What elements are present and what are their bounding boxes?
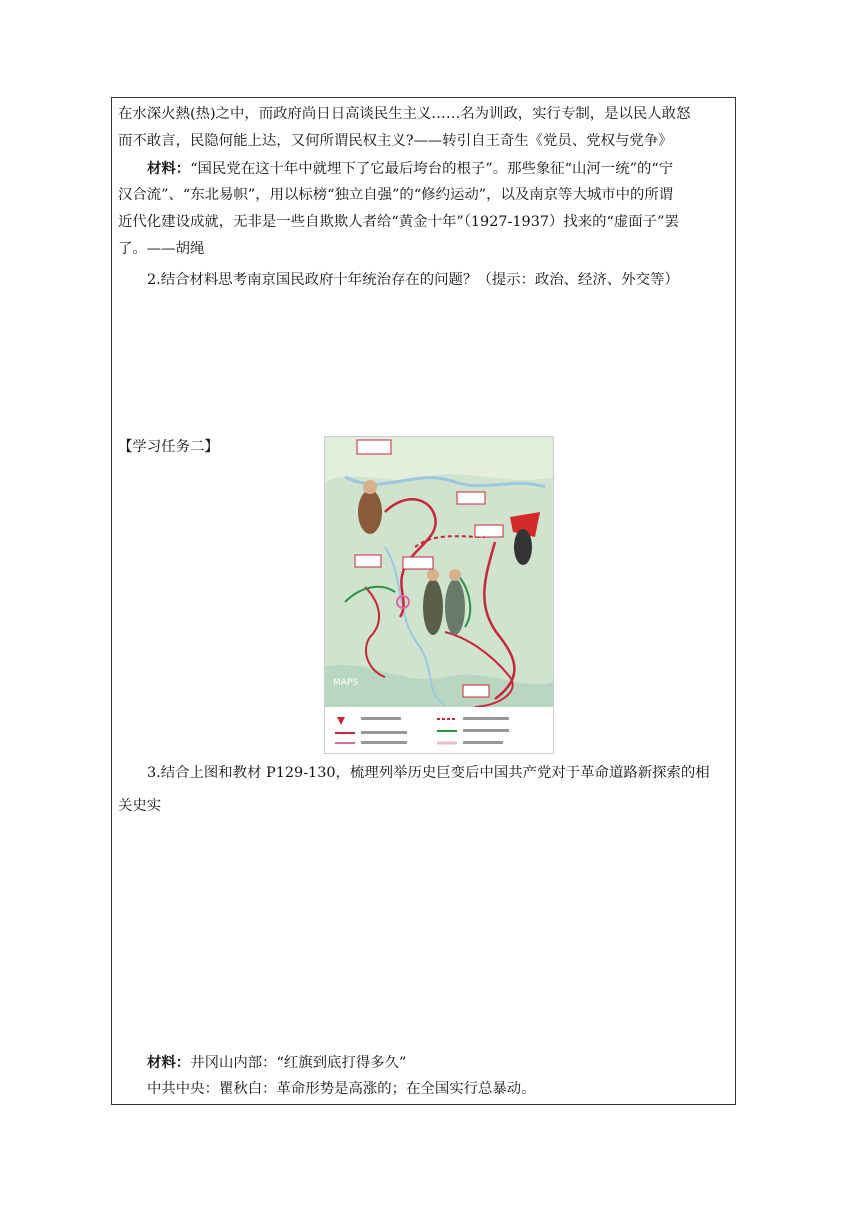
map-label-box: [475, 525, 503, 537]
paragraph-line: 中共中央：瞿秋白：革命形势是高涨的；在全国实行总暴动。: [147, 1081, 536, 1097]
legend-text-placeholder: [361, 741, 407, 744]
paragraph-line: 汉合流”、“东北易帜”，用以标榜“独立自强”的“修约运动”，以及南京等大城市中的所谓: [118, 187, 674, 203]
material-paragraph: [118, 1049, 730, 1077]
material-text: “国民党在这十年中就埋下了它最后垮台的根子”。那些象征“山河一统”的“宁: [190, 161, 674, 177]
leader-figure: [445, 579, 465, 635]
question-3: 3.结合上图和教材 P129-130，梳理列举历史巨变后中国共产党对于革命道路新探索的相: [147, 765, 710, 781]
paragraph-line: 近代化建设成就，无非是一些自欺欺人者给“黄金十年”（1927-1937）找来的“虚面子”罢: [118, 214, 679, 230]
question-2: 2.结合材料思考南京国民政府十年统治存在的问题？（提示：政治、经济、外交等）: [147, 272, 679, 288]
task-heading: 【学习任务二】: [118, 439, 219, 455]
map-label-box: [403, 557, 433, 569]
paragraph-line: 在水深火熱(热)之中，而政府尚日日高谈民生主义……名为训政，实行专制，是以民人敢怒: [118, 106, 691, 122]
map-illustration: [325, 437, 553, 753]
legend-text-placeholder: [463, 729, 509, 732]
legend-text-placeholder: [361, 717, 401, 720]
soldier-figure-left: [358, 490, 382, 534]
legend-text-placeholder: [463, 717, 509, 720]
map-label-box: [463, 685, 489, 697]
material-label: 材料：: [147, 1054, 191, 1071]
leader-head: [427, 569, 439, 581]
paragraph-line: 关史实: [118, 798, 162, 814]
legend-text-placeholder: [463, 741, 503, 744]
material-paragraph: [118, 155, 730, 183]
revolution-route-map: [324, 436, 554, 754]
map-label-box: [457, 492, 485, 504]
material-text: 井冈山内部：“红旗到底打得多久”: [190, 1055, 407, 1071]
leader-head: [449, 569, 461, 581]
map-watermark: MAPS: [333, 678, 359, 688]
paragraph-line: 了。——胡绳: [118, 241, 205, 257]
material-label: 材料：: [147, 160, 191, 177]
legend-text-placeholder: [361, 731, 407, 734]
leader-figure: [423, 579, 443, 635]
map-label-box: [355, 555, 381, 567]
soldier-head: [363, 480, 377, 494]
map-label-box: [357, 440, 391, 454]
soldier-figure-right: [514, 529, 532, 565]
paragraph-line: 而不敢言，民隐何能上达，又何所谓民权主义?——转引自王奇生《党员、党权与党争》: [118, 133, 673, 149]
